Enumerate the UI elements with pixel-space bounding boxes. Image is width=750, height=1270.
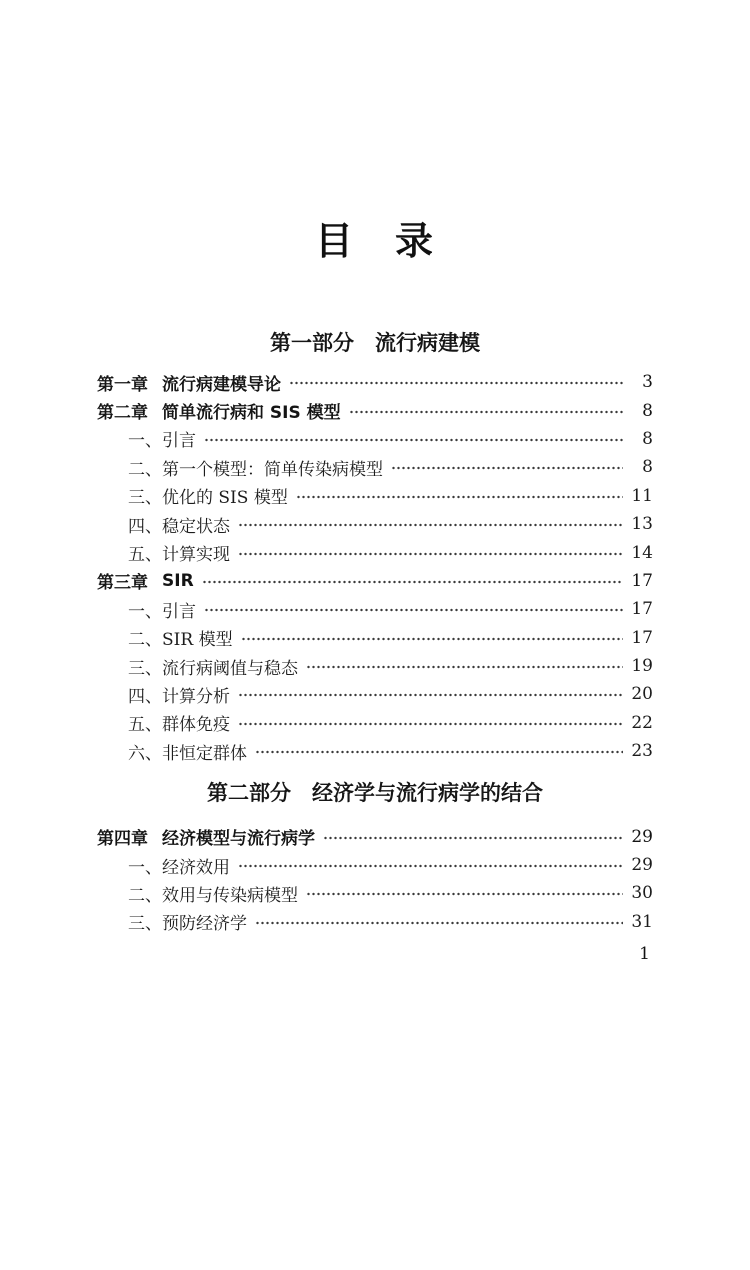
entry-title: 效用与传染病模型 — [162, 885, 298, 906]
entry-number: 一、 — [128, 431, 162, 452]
toc-entry — [97, 680, 653, 708]
entry-title: SIR — [162, 570, 194, 591]
entry-page: 30 — [631, 883, 653, 904]
entry-number: 一、 — [128, 601, 162, 622]
entry-page: 22 — [631, 712, 653, 733]
toc-section-2 — [97, 822, 653, 936]
dot-leader — [241, 633, 623, 645]
dot-leader — [349, 406, 623, 418]
toc-entry — [97, 368, 653, 396]
entry-title: 预防经济学 — [162, 914, 247, 935]
entry-page: 29 — [631, 855, 653, 876]
entry-number: 三、 — [128, 914, 162, 935]
dot-leader — [204, 604, 623, 616]
entry-title: 计算分析 — [162, 686, 230, 707]
entry-page: 17 — [631, 599, 653, 620]
toc-entry — [97, 737, 653, 765]
dot-leader — [238, 548, 623, 560]
entry-page: 8 — [642, 400, 653, 421]
toc-entry — [97, 538, 653, 566]
entry-title: 计算实现 — [162, 545, 230, 566]
dot-leader — [255, 746, 623, 758]
entry-title: 引言 — [162, 601, 196, 622]
page-title: 目 录 — [314, 218, 435, 263]
entry-title: 流行病阈值与稳态 — [162, 658, 298, 679]
entry-number: 四、 — [128, 686, 162, 707]
entry-title: 非恒定群体 — [162, 743, 247, 764]
dot-leader — [202, 576, 623, 588]
toc-entry — [97, 510, 653, 538]
toc-entry — [97, 396, 653, 424]
entry-number: 二、 — [128, 459, 162, 480]
entry-title: 优化的 SIS 模型 — [162, 488, 288, 509]
toc-entry — [97, 624, 653, 652]
dot-leader — [238, 718, 623, 730]
entry-page: 8 — [642, 457, 653, 478]
entry-number: 第一章 — [97, 374, 148, 395]
entry-number: 一、 — [128, 857, 162, 878]
folio-page-number: 1 — [639, 944, 650, 965]
part-heading-1: 第一部分 流行病建模 — [270, 331, 480, 355]
dot-leader — [238, 689, 623, 701]
toc-entry — [97, 908, 653, 936]
dot-leader — [255, 917, 623, 929]
entry-page: 31 — [631, 911, 653, 932]
entry-number: 第三章 — [97, 573, 148, 594]
toc-entry — [97, 851, 653, 879]
dot-leader — [306, 888, 623, 900]
entry-page: 13 — [631, 514, 653, 535]
entry-number: 五、 — [128, 545, 162, 566]
toc-entry — [97, 567, 653, 595]
entry-number: 第二章 — [97, 403, 148, 424]
entry-number: 五、 — [128, 715, 162, 736]
dot-leader — [289, 377, 623, 389]
entry-title: 简单流行病和 SIS 模型 — [162, 403, 341, 424]
entry-title: 稳定状态 — [162, 516, 230, 537]
entry-page: 20 — [631, 684, 653, 705]
entry-number: 四、 — [128, 516, 162, 537]
entry-number: 第四章 — [97, 829, 148, 850]
entry-page: 29 — [631, 826, 653, 847]
toc-entry — [97, 822, 653, 850]
dot-leader — [391, 462, 623, 474]
entry-title: 第一个模型：简单传染病模型 — [162, 459, 383, 480]
entry-number: 六、 — [128, 743, 162, 764]
toc-entry — [97, 453, 653, 481]
entry-title: 经济模型与流行病学 — [162, 829, 315, 850]
part-heading-2: 第二部分 经济学与流行病学的结合 — [207, 781, 543, 806]
entry-page: 14 — [631, 542, 653, 563]
toc-section-1 — [97, 368, 653, 765]
toc-entry — [97, 482, 653, 510]
entry-title: 经济效用 — [162, 857, 230, 878]
entry-page: 23 — [631, 741, 653, 762]
entry-number: 二、 — [128, 630, 162, 651]
entry-number: 二、 — [128, 885, 162, 906]
entry-title: 引言 — [162, 431, 196, 452]
entry-page: 11 — [631, 485, 653, 506]
dot-leader — [323, 832, 623, 844]
entry-number: 三、 — [128, 658, 162, 679]
entry-page: 17 — [631, 570, 653, 591]
dot-leader — [296, 491, 623, 503]
entry-title: 群体免疫 — [162, 715, 230, 736]
entry-title: SIR 模型 — [162, 630, 233, 651]
toc-entry — [97, 709, 653, 737]
dot-leader — [306, 661, 623, 673]
entry-page: 19 — [631, 656, 653, 677]
entry-title: 流行病建模导论 — [162, 374, 281, 395]
entry-page: 3 — [642, 372, 653, 393]
entry-page: 8 — [642, 428, 653, 449]
dot-leader — [204, 434, 623, 446]
entry-page: 17 — [631, 627, 653, 648]
dot-leader — [238, 860, 623, 872]
toc-entry — [97, 425, 653, 453]
dot-leader — [238, 519, 623, 531]
toc-entry — [97, 879, 653, 907]
entry-number: 三、 — [128, 488, 162, 509]
toc-entry — [97, 652, 653, 680]
toc-entry — [97, 595, 653, 623]
